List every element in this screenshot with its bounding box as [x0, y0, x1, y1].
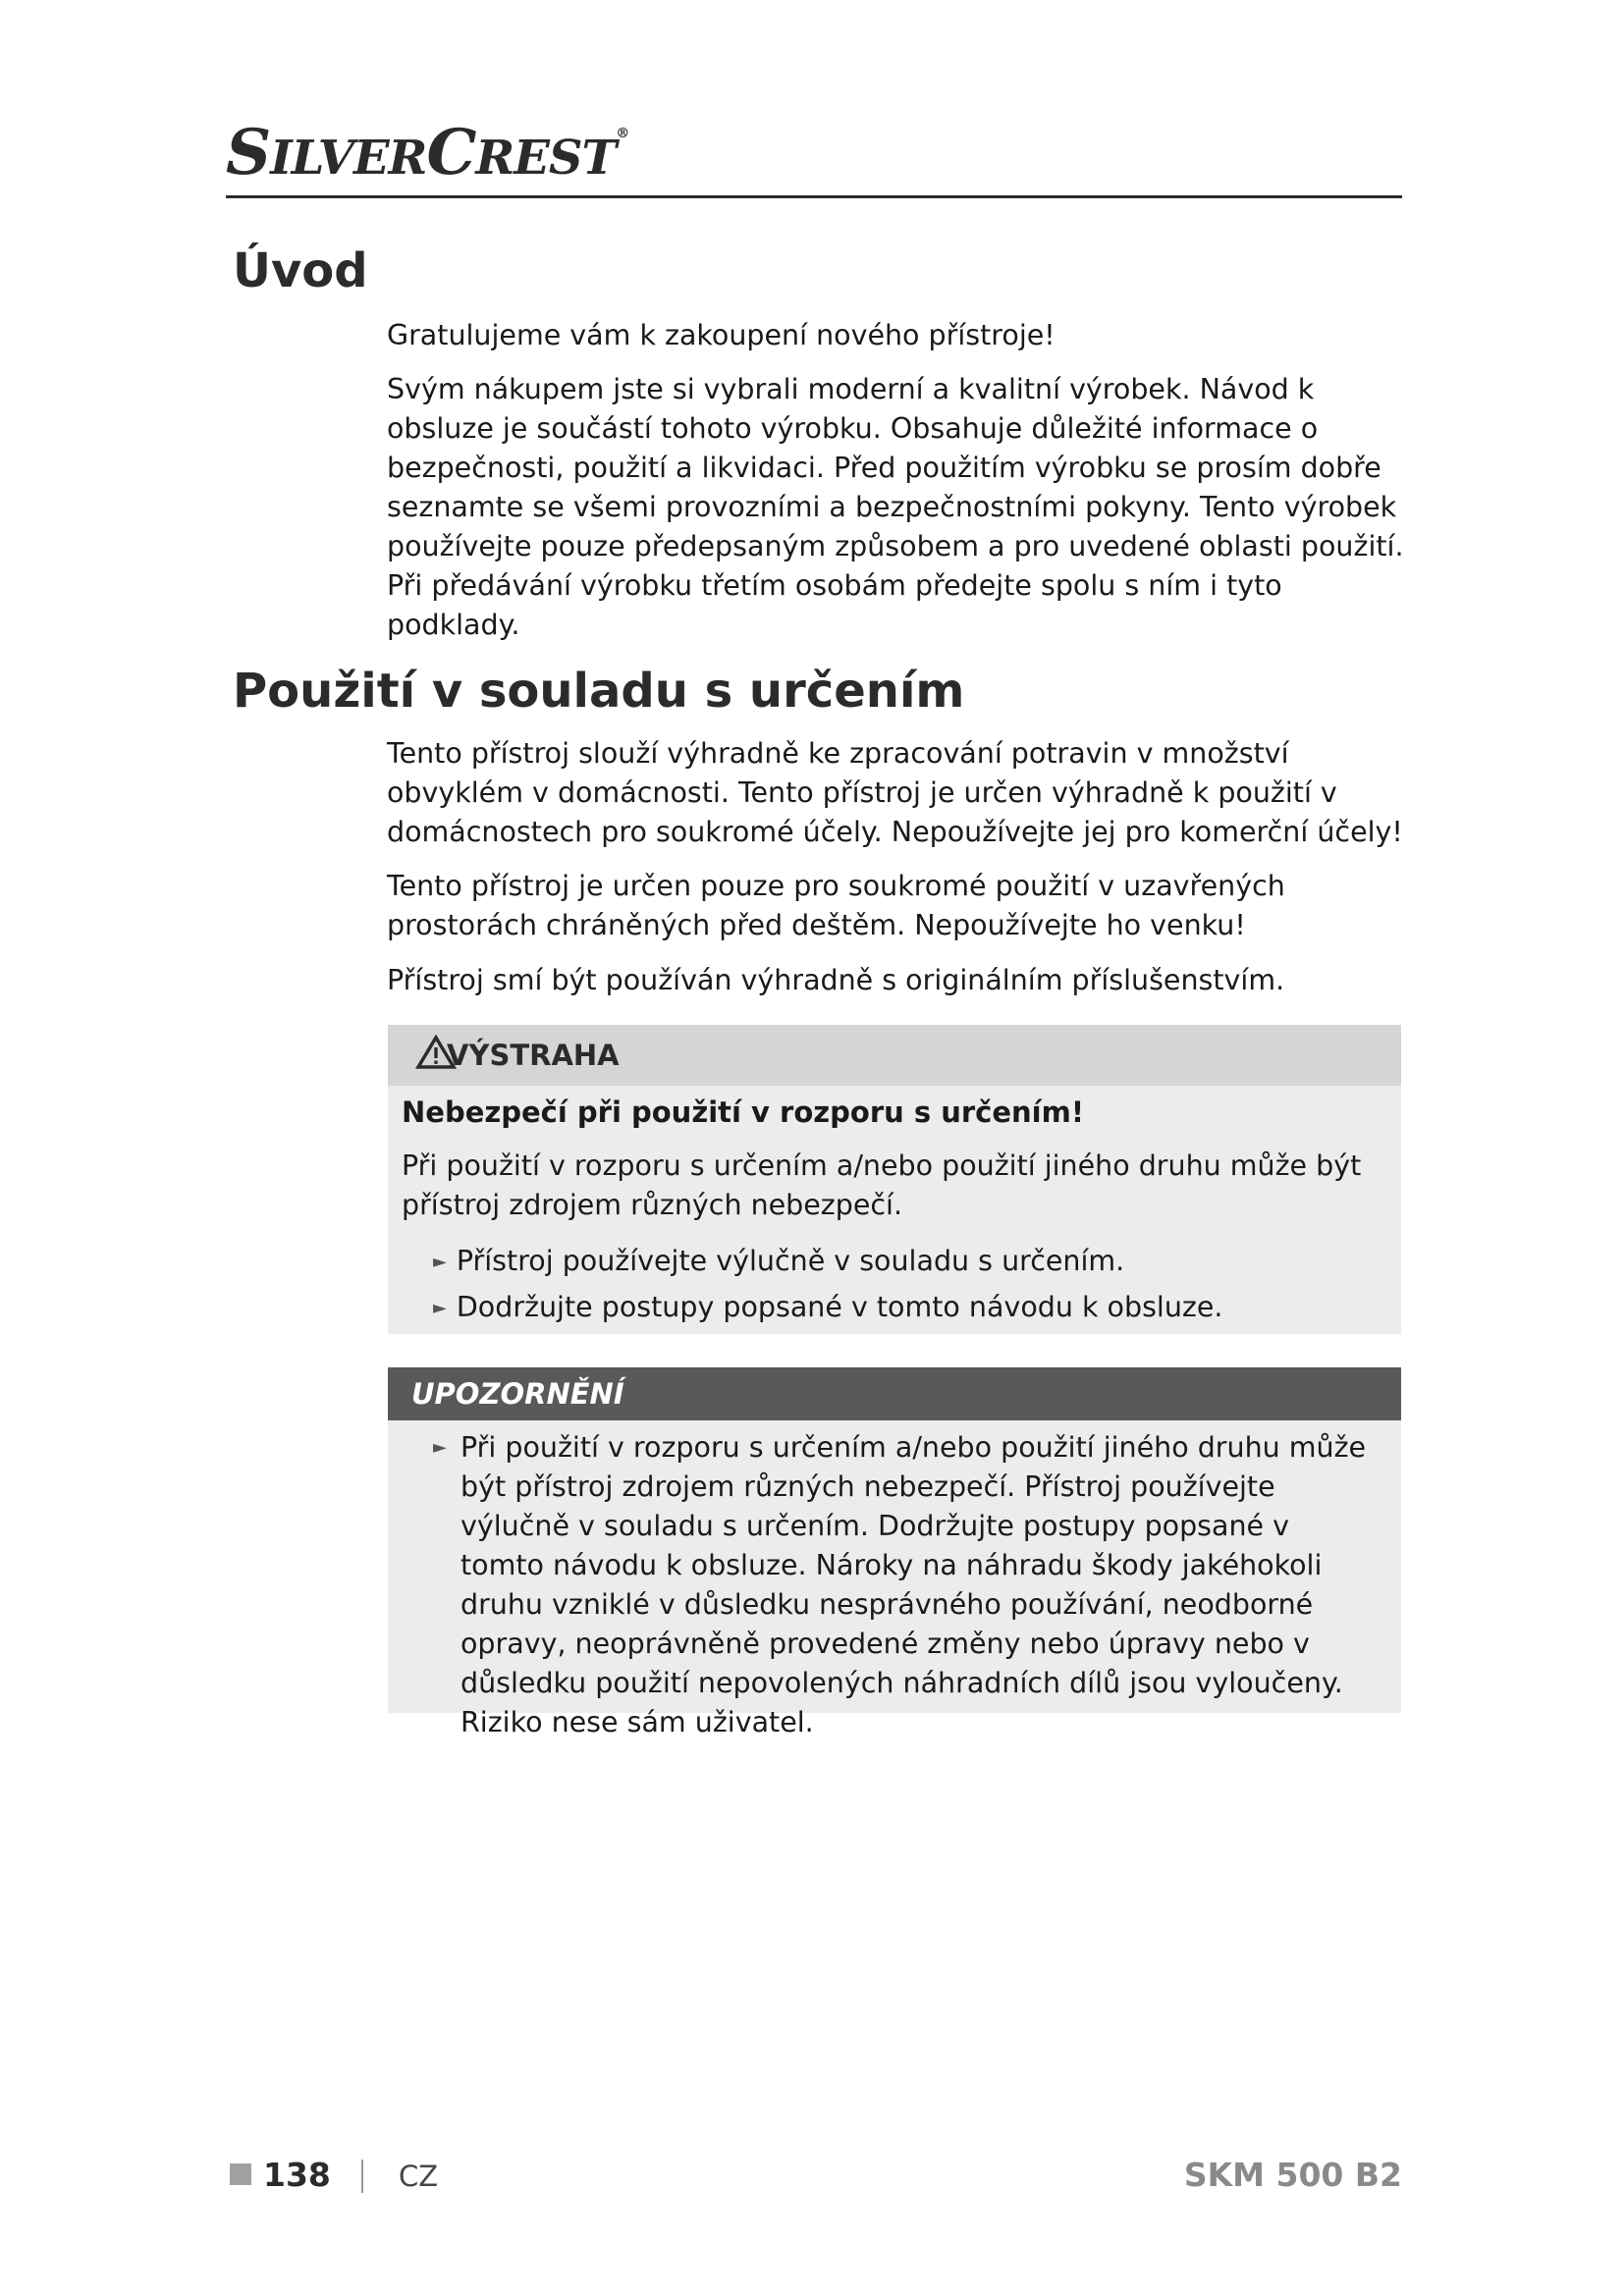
notice-box [388, 1367, 1401, 1738]
arrow-bullet-icon: ► [433, 1298, 447, 1318]
footer-divider [361, 2160, 363, 2193]
notice-header [388, 1367, 1401, 1420]
usage-paragraph-2: Tento přístroj je určen pouze pro soukromé použití v uzavřených prostorách chráněných před deštěm. Nepoužívejte ho venku! [387, 870, 1285, 941]
section-title-usage: Použití v souladu s určením [233, 664, 965, 719]
header-rule [226, 195, 1402, 198]
section-title-intro: Úvod [233, 243, 368, 298]
model-number: SKM 500 B2 [1183, 2156, 1402, 2194]
intro-paragraph-2: Svým nákupem jste si vybrali moderní a kvalitní výrobek. Návod k obsluze je součástí tohoto výrobku. Obsahuje důležité informace o bezpečnosti, použití a likvidaci. Před použitím výrobku se prosím dobře seznamte se všemi provozními a bezpečnostními pokyny. Tento výrobek používejte pouze předepsaným způsobem a pro uvedené oblasti použití. Při předávání výrobku třetím osobám předejte spolu s ním i tyto podklady. [387, 373, 1404, 641]
notice-bullet [433, 1428, 1376, 1742]
arrow-bullet-icon: ► [433, 1252, 447, 1272]
warning-box [388, 1025, 1401, 1334]
usage-paragraph-3: Přístroj smí být používán výhradně s originálním příslušenstvím. [387, 964, 1285, 996]
usage-paragraph-1: Tento přístroj slouží výhradně ke zpracování potravin v množství obvyklém v domácnosti. Tento přístroj je určen výhradně k použití v domácnostech pro soukromé účely. Nepoužívejte jej pro komerční účely! [387, 737, 1403, 848]
warning-bullet: ► Přístroj používejte výlučně v souladu s určením. [433, 1242, 1124, 1285]
warning-triangle-icon [415, 1035, 457, 1070]
footer-square-icon [230, 2163, 251, 2185]
notice-text: Při použití v rozporu s určením a/nebo použití jiného druhu může být přístroj zdrojem různých nebezpečí. Přístroj používejte výlučně v souladu s určením. Dodržujte postupy popsané v tomto návodu k obsluze. Nároky na náhradu škody jakéhokoli druhu vzniklé v důsledku nesprávného používání, neodborné opravy, neoprávněně provedené změny nebo úpravy nebo v důsledku použití nepovolených náhradních dílů jsou vyloučeny. Riziko nese sám uživatel. [460, 1431, 1367, 1738]
warning-text: Při použití v rozporu s určením a/nebo použití jiného druhu může být přístroj zdrojem různých nebezpečí. [402, 1149, 1362, 1221]
page-footer [226, 2156, 1402, 2199]
language-code: CZ [399, 2160, 439, 2193]
warning-subtitle: Nebezpečí při použití v rozporu s určením! [402, 1095, 1085, 1129]
arrow-bullet-icon: ► [433, 1437, 447, 1458]
brand-logo: SILVERCREST® [226, 116, 629, 189]
warning-label: VÝSTRAHA [447, 1039, 620, 1072]
page-number: 138 [263, 2156, 331, 2194]
warning-header [388, 1025, 1401, 1086]
warning-bullet: ► Dodržujte postupy popsané v tomto návodu k obsluze. [433, 1288, 1222, 1331]
intro-paragraph-1: Gratulujeme vám k zakoupení nového přístroje! [387, 319, 1056, 351]
notice-label: UPOZORNĚNÍ [411, 1377, 624, 1411]
